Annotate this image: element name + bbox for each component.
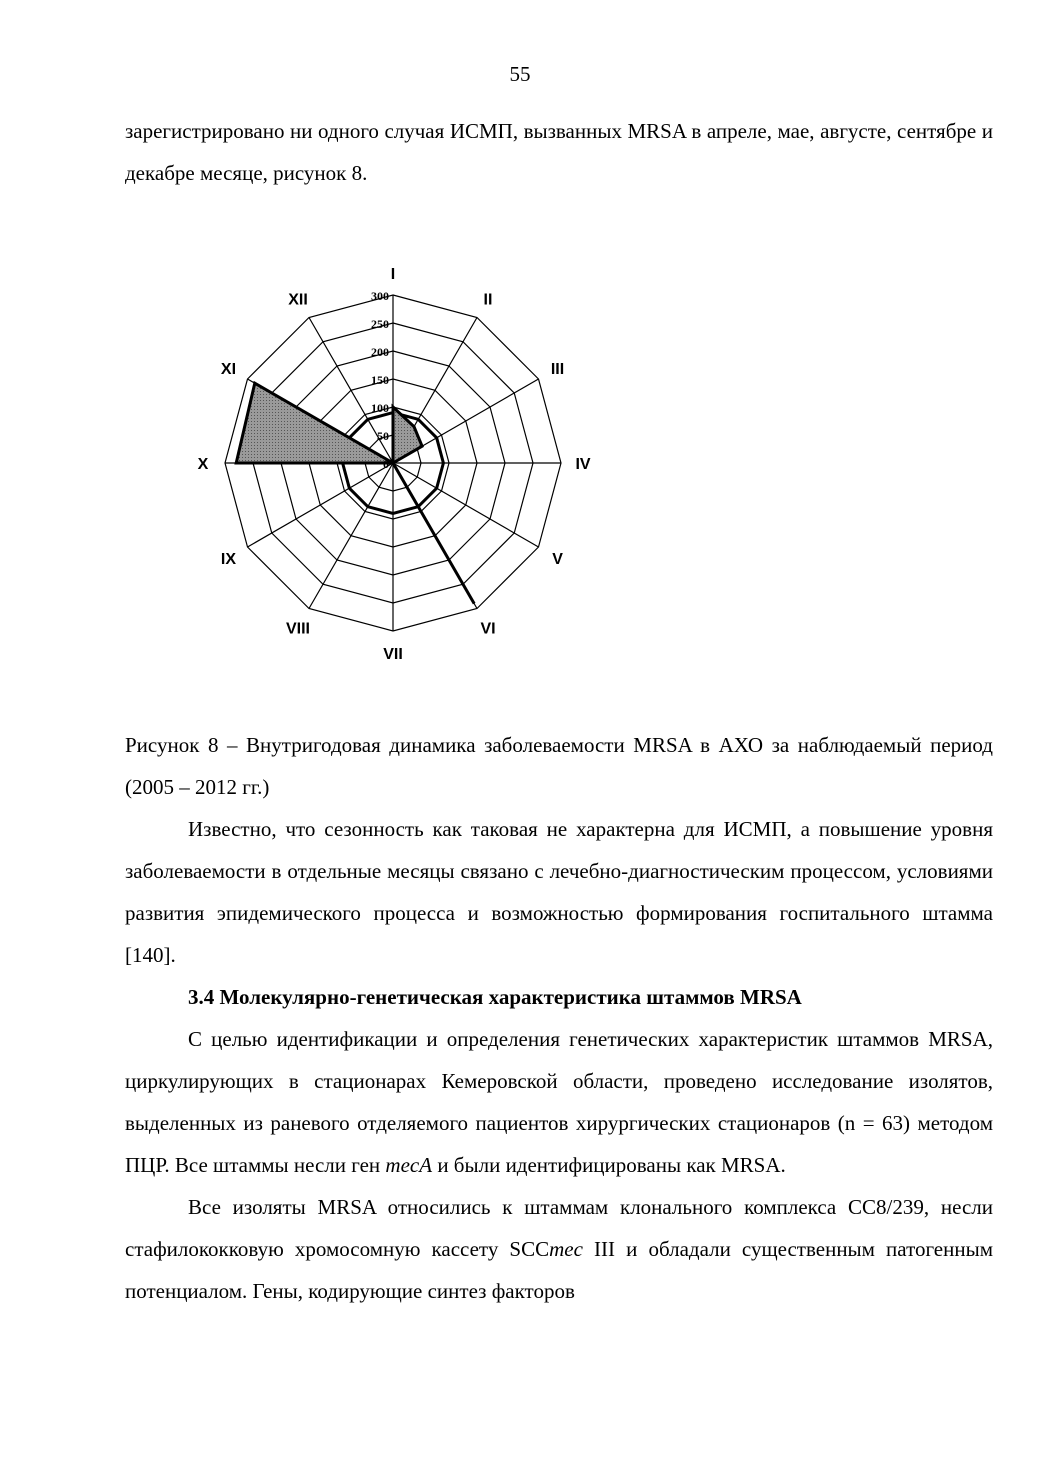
paragraph-2 (125, 1018, 993, 1186)
gene-name: mecA (385, 1153, 433, 1177)
page-number: 55 (509, 62, 531, 86)
tick-label: 300 (371, 289, 389, 303)
category-label: VI (480, 620, 496, 638)
category-label: II (483, 291, 493, 309)
tick-label: 150 (371, 373, 389, 387)
category-label: IX (220, 551, 237, 568)
paragraph-3-part-1: Все изоляты MRSA относились к штаммам клонального комплекса СС8/239, несли стафилококковую хромосомную кассету SCC (125, 1195, 993, 1261)
tick-label: 250 (371, 317, 389, 331)
paragraph-2-part-1: С целью идентификации и определения генетических характеристик штаммов MRSA, циркулирующих в стационарах Кемеровской области, проведено исследование изолятов, выделенных из раневого отделяемого пациентов хирургических стационаров (n = 63) методом ПЦР. Все штаммы несли ген (125, 1027, 993, 1177)
figure-caption-text: Рисунок 8 – Внутригодовая динамика заболеваемости MRSA в АХО за наблюдаемый период (2005 – 2012 гг.) (125, 733, 993, 799)
category-label: I (390, 266, 396, 283)
category-label: V (552, 551, 563, 568)
intro-text: зарегистрировано ни одного случая ИСМП, вызванных MRSA в апреле, мае, августе, сентябре и декабре месяце, рисунок 8. (125, 119, 993, 185)
paragraph-1: Известно, что сезонность как таковая не характерна для ИСМП, а повышение уровня заболеваемости в отдельные месяцы связано с лечебно-диагностическим процессом, условиями развития эпидемического процесса и возможностью формирования госпитального штамма [140]. (125, 817, 993, 967)
grid-spoke (248, 463, 393, 547)
tick-label: 0 (383, 457, 389, 471)
category-label: VIII (285, 620, 311, 638)
category-label: VII (383, 646, 403, 663)
tick-label: 200 (371, 345, 389, 359)
figure-caption (125, 724, 993, 808)
mec-name: mec (549, 1237, 583, 1261)
category-label: XII (288, 291, 308, 309)
section-heading: 3.4 Молекулярно-генетическая характеристика штаммов MRSA (188, 985, 802, 1009)
tick-label: 50 (377, 429, 389, 443)
grid-spoke (393, 463, 538, 547)
radar-chart (197, 250, 600, 670)
paragraph-2-part-2: и были идентифицированы как MRSA. (432, 1153, 786, 1177)
grid-spoke (309, 463, 393, 608)
category-label: XI (220, 361, 237, 378)
radar-chart-svg (197, 250, 600, 670)
paragraph-3 (125, 1186, 993, 1312)
category-label: X (197, 456, 209, 473)
intro-paragraph (125, 110, 993, 194)
tick-label: 100 (371, 401, 389, 415)
category-label: III (550, 361, 565, 378)
paragraph-3-part-2: III и обладали существенным патогенным потенциалом. Гены, кодирующие синтез факторов (125, 1237, 993, 1303)
body-text (125, 808, 993, 1312)
category-label: IV (575, 456, 591, 473)
